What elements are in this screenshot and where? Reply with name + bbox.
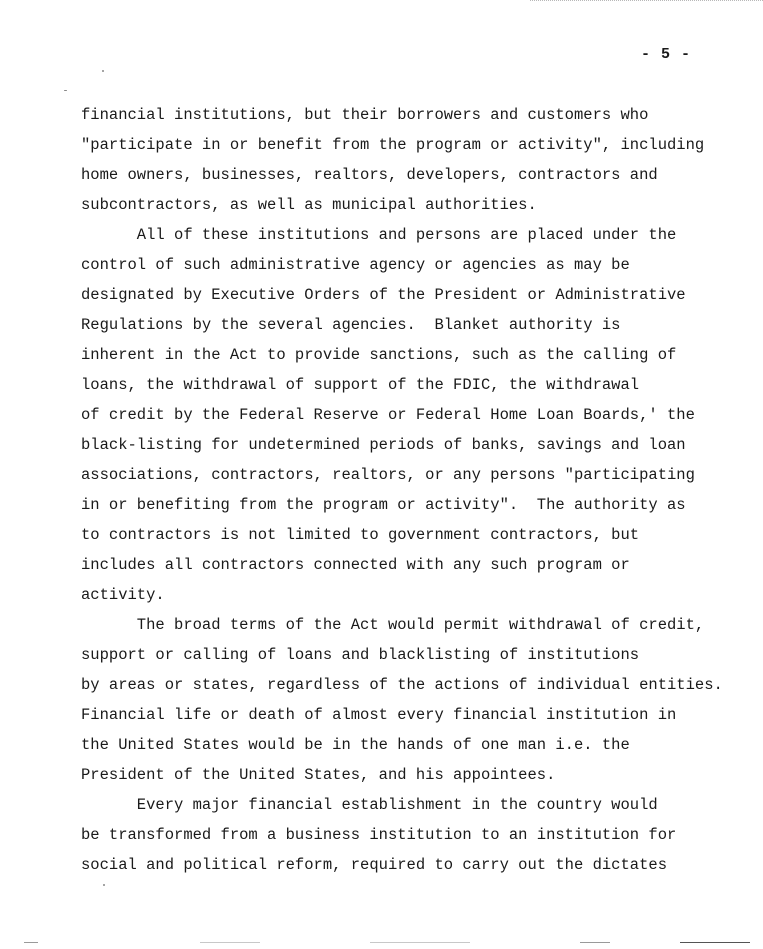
- scan-speck: [102, 70, 104, 72]
- page-number: - 5 -: [641, 46, 692, 63]
- text-line: The broad terms of the Act would permit withdrawal of credit,: [81, 616, 705, 634]
- text-line: financial institutions, but their borrowers and customers who: [81, 106, 649, 124]
- text-line: home owners, businesses, realtors, developers, contractors and: [81, 166, 658, 184]
- text-line: inherent in the Act to provide sanctions, such as the calling of: [81, 346, 677, 364]
- text-line: designated by Executive Orders of the President or Administrative: [81, 286, 686, 304]
- text-line: subcontractors, as well as municipal authorities.: [81, 196, 537, 214]
- text-line: associations, contractors, realtors, or any persons "participating: [81, 466, 695, 484]
- text-line: the United States would be in the hands of one man i.e. the: [81, 736, 630, 754]
- scan-speck: [64, 90, 67, 91]
- text-line: President of the United States, and his appointees.: [81, 766, 556, 784]
- text-line: be transformed from a business institution to an institution for: [81, 826, 677, 844]
- text-line: Every major financial establishment in the country would: [81, 796, 658, 814]
- scan-speck: [103, 884, 105, 886]
- text-line: Regulations by the several agencies. Blanket authority is: [81, 316, 621, 334]
- top-edge-artifact: [530, 0, 763, 4]
- text-line: "participate in or benefit from the program or activity", including: [81, 136, 705, 154]
- text-line: in or benefiting from the program or activity". The authority as: [81, 496, 686, 514]
- text-line: by areas or states, regardless of the actions of individual entities.: [81, 676, 723, 694]
- text-line: to contractors is not limited to government contractors, but: [81, 526, 640, 544]
- text-line: social and political reform, required to carry out the dictates: [81, 856, 667, 874]
- text-line: activity.: [81, 586, 165, 604]
- text-line: includes all contractors connected with any such program or: [81, 556, 630, 574]
- text-line: support or calling of loans and blacklisting of institutions: [81, 646, 640, 664]
- text-line: black-listing for undetermined periods of banks, savings and loan: [81, 436, 686, 454]
- bottom-edge-artifact: [0, 942, 763, 946]
- text-line: loans, the withdrawal of support of the FDIC, the withdrawal: [81, 376, 640, 394]
- text-line: Financial life or death of almost every financial institution in: [81, 706, 677, 724]
- text-line: control of such administrative agency or agencies as may be: [81, 256, 630, 274]
- text-line: All of these institutions and persons are placed under the: [81, 226, 677, 244]
- text-line: of credit by the Federal Reserve or Federal Home Loan Boards,' the: [81, 406, 695, 424]
